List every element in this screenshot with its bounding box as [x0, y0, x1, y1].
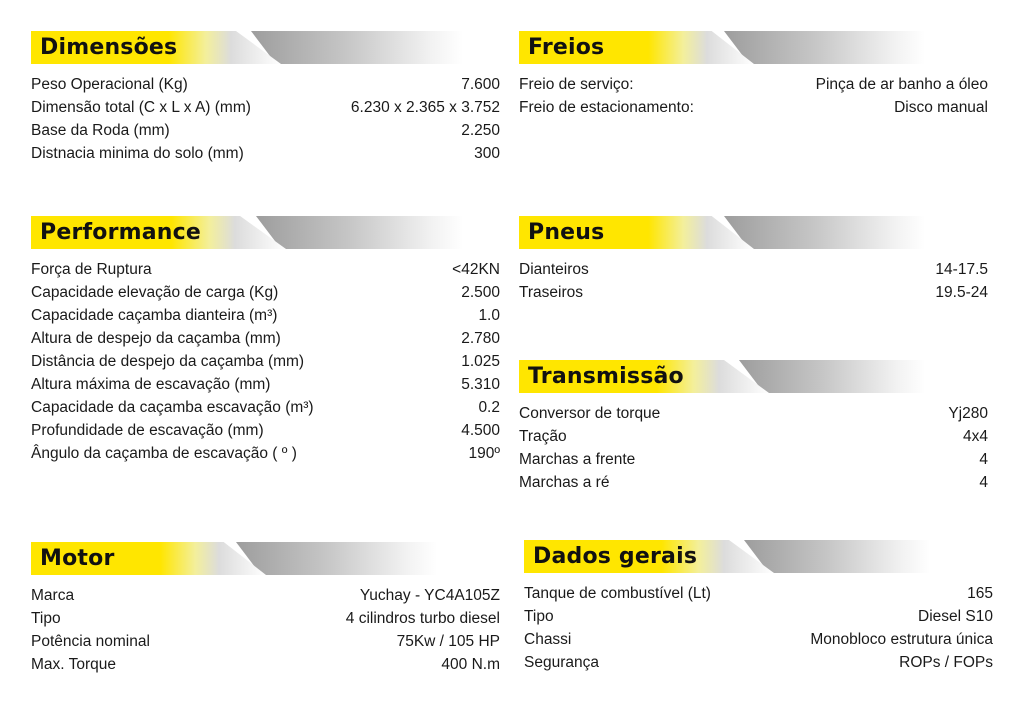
spec-label: Tanque de combustível (Lt): [524, 585, 711, 602]
section-header-performance: [31, 216, 463, 249]
spec-value: 4.500: [461, 422, 500, 439]
spec-row: [519, 281, 988, 304]
spec-row: [31, 396, 500, 419]
section-title-performance: Performance: [40, 220, 202, 245]
header-fade-decoration: [251, 31, 463, 64]
spec-value: Yuchay - YC4A105Z: [359, 587, 500, 604]
spec-label: Força de Ruptura: [31, 261, 152, 278]
spec-row: [519, 96, 988, 119]
spec-row: [519, 448, 988, 471]
spec-value: 19.5-24: [935, 284, 988, 301]
section-title-motor: Motor: [40, 546, 115, 571]
spec-row: [31, 327, 500, 350]
spec-label: Base da Roda (mm): [31, 122, 170, 139]
spec-value: 7.600: [461, 76, 500, 93]
spec-row: [31, 442, 500, 465]
spec-label: Distnacia minima do solo (mm): [31, 145, 244, 162]
spec-value: 1.025: [461, 353, 500, 370]
header-fade-decoration: [724, 216, 925, 249]
section-title-dados-gerais: Dados gerais: [533, 544, 698, 569]
spec-row: [31, 281, 500, 304]
spec-row: [31, 119, 500, 142]
spec-value: 1.0: [478, 307, 500, 324]
spec-value: Pinça de ar banho a óleo: [815, 76, 988, 93]
spec-value: 400 N.m: [441, 656, 500, 673]
spec-label: Potência nominal: [31, 633, 150, 650]
spec-value: 14-17.5: [935, 261, 988, 278]
spec-label: Marchas a ré: [519, 474, 610, 491]
spec-value: Monobloco estrutura única: [810, 631, 993, 648]
spec-label: Freio de serviço:: [519, 76, 634, 93]
spec-row: [31, 258, 500, 281]
spec-list-dados-gerais: [524, 582, 993, 674]
spec-row: [519, 73, 988, 96]
spec-value: Disco manual: [894, 99, 988, 116]
spec-row: [519, 402, 988, 425]
spec-row: [31, 607, 500, 630]
spec-value: 2.780: [461, 330, 500, 347]
section-header-motor: [31, 542, 437, 575]
spec-label: Ângulo da caçamba de escavação ( º ): [31, 445, 297, 462]
spec-value: 0.2: [478, 399, 500, 416]
spec-label: Altura de despejo da caçamba (mm): [31, 330, 281, 347]
section-freios: [519, 31, 988, 116]
spec-value: 4: [979, 474, 988, 491]
spec-row: [519, 471, 988, 494]
spec-value: <42KN: [452, 261, 500, 278]
spec-value: 4: [979, 451, 988, 468]
spec-label: Profundidade de escavação (mm): [31, 422, 264, 439]
spec-value: 75Kw / 105 HP: [396, 633, 500, 650]
spec-value: 190º: [468, 445, 500, 462]
section-transmissao: [519, 360, 988, 491]
spec-row: [519, 258, 988, 281]
spec-label: Capacidade da caçamba escavação (m³): [31, 399, 314, 416]
spec-list-freios: [519, 73, 988, 119]
header-fade-decoration: [724, 31, 925, 64]
spec-label: Max. Torque: [31, 656, 117, 673]
spec-label: Tipo: [524, 608, 554, 625]
spec-label: Capacidade caçamba dianteira (m³): [31, 307, 278, 324]
spec-list-transmissao: [519, 402, 988, 494]
spec-label: Tração: [519, 428, 567, 445]
section-title-freios: Freios: [528, 35, 605, 60]
section-title-pneus: Pneus: [528, 220, 605, 245]
spec-value: 4 cilindros turbo diesel: [345, 610, 500, 627]
spec-label: Conversor de torque: [519, 405, 661, 422]
spec-row: [31, 350, 500, 373]
spec-row: [524, 582, 993, 605]
spec-row: [31, 373, 500, 396]
spec-label: Segurança: [524, 654, 599, 671]
header-fade-decoration: [256, 216, 463, 249]
header-fade-decoration: [744, 540, 930, 573]
spec-row: [31, 142, 500, 165]
section-dimensoes: [31, 31, 500, 162]
section-title-dimensoes: Dimensões: [40, 35, 178, 60]
section-motor: [31, 542, 500, 673]
section-header-pneus: [519, 216, 925, 249]
spec-label: Marca: [31, 587, 75, 604]
spec-label: Capacidade elevação de carga (Kg): [31, 284, 279, 301]
section-header-freios: [519, 31, 925, 64]
spec-list-dimensoes: [31, 73, 500, 165]
spec-row: [31, 304, 500, 327]
spec-label: Dianteiros: [519, 261, 589, 278]
section-header-dados-gerais: [524, 540, 930, 573]
section-header-transmissao: [519, 360, 925, 393]
spec-row: [31, 630, 500, 653]
spec-label: Peso Operacional (Kg): [31, 76, 188, 93]
spec-row: [31, 584, 500, 607]
spec-value: ROPs / FOPs: [899, 654, 993, 671]
spec-value: 2.250: [461, 122, 500, 139]
header-fade-decoration: [236, 542, 437, 575]
section-performance: [31, 216, 500, 462]
section-dados-gerais: [524, 540, 993, 671]
spec-row: [31, 653, 500, 676]
spec-value: 165: [967, 585, 993, 602]
section-title-transmissao: Transmissão: [528, 364, 684, 389]
spec-row: [524, 605, 993, 628]
spec-row: [519, 425, 988, 448]
spec-value: Yj280: [948, 405, 988, 422]
spec-row: [31, 419, 500, 442]
spec-label: Traseiros: [519, 284, 584, 301]
spec-value: 6.230 x 2.365 x 3.752: [350, 99, 500, 116]
spec-list-pneus: [519, 258, 988, 304]
spec-label: Altura máxima de escavação (mm): [31, 376, 271, 393]
spec-label: Marchas a frente: [519, 451, 636, 468]
spec-label: Dimensão total (C x L x A) (mm): [31, 99, 251, 116]
header-fade-decoration: [739, 360, 925, 393]
spec-row: [31, 96, 500, 119]
spec-row: [524, 651, 993, 674]
spec-row: [524, 628, 993, 651]
spec-value: 5.310: [461, 376, 500, 393]
spec-value: Diesel S10: [918, 608, 993, 625]
spec-value: 300: [474, 145, 500, 162]
spec-label: Tipo: [31, 610, 61, 627]
spec-list-motor: [31, 584, 500, 676]
section-pneus: [519, 216, 988, 301]
spec-list-performance: [31, 258, 500, 465]
spec-value: 2.500: [461, 284, 500, 301]
spec-value: 4x4: [963, 428, 988, 445]
spec-row: [31, 73, 500, 96]
spec-label: Freio de estacionamento:: [519, 99, 694, 116]
section-header-dimensoes: [31, 31, 463, 64]
spec-label: Chassi: [524, 631, 572, 648]
spec-label: Distância de despejo da caçamba (mm): [31, 353, 305, 370]
